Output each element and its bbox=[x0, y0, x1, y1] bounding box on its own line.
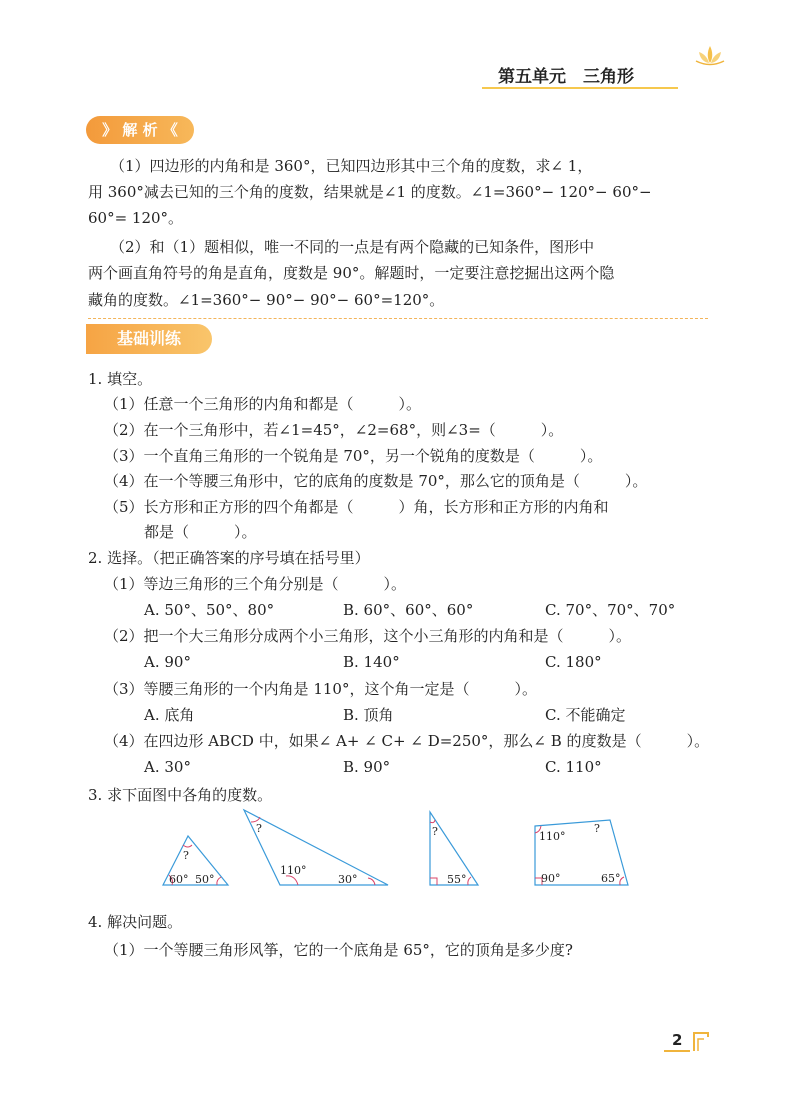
question-3-heading: 3. 求下面图中各角的度数。 bbox=[88, 786, 273, 804]
fig3-right-angle: 55° bbox=[447, 873, 467, 886]
option-c: C. 不能确定 bbox=[545, 706, 626, 724]
analysis-tag: 》 解 析 《 bbox=[86, 116, 194, 144]
triangle-figure-3 bbox=[430, 812, 478, 886]
fig2-left-angle: 110° bbox=[280, 864, 307, 877]
question-item: （2）把一个大三角形分成两个小三角形，这个小三角形的内角和是（ ）。 bbox=[104, 627, 632, 645]
fig2-top-angle: ? bbox=[256, 822, 262, 835]
page-corner-icon bbox=[664, 1030, 710, 1052]
fig4-tl-angle: 110° bbox=[539, 830, 566, 843]
option-c: C. 110° bbox=[545, 758, 602, 776]
option-b: B. 90° bbox=[343, 758, 391, 776]
question-item: （2）在一个三角形中，若∠1=45°，∠2=68°，则∠3=（ ）。 bbox=[104, 421, 564, 439]
question-4-heading: 4. 解决问题。 bbox=[88, 913, 183, 931]
option-b: B. 140° bbox=[343, 653, 400, 671]
question-item: （1）等边三角形的三个角分别是（ ）。 bbox=[104, 575, 407, 593]
question-item: （1）一个等腰三角形风筝，它的一个底角是 65°，它的顶角是多少度? bbox=[104, 941, 573, 959]
page-number: 2 bbox=[672, 1031, 683, 1049]
header-underline bbox=[482, 87, 678, 89]
fig2-right-angle: 30° bbox=[338, 873, 358, 886]
question-item: （1）任意一个三角形的内角和都是（ ）。 bbox=[104, 395, 422, 413]
fig1-top-angle: ? bbox=[183, 849, 189, 862]
option-b: B. 顶角 bbox=[343, 706, 394, 724]
lotus-icon bbox=[692, 44, 728, 66]
option-c: C. 180° bbox=[545, 653, 602, 671]
basic-training-tag: 基础训练 bbox=[86, 324, 212, 354]
analysis-line: 用 360°减去已知的三个角的度数，结果就是∠1 的度数。∠1=360°− 120°− 60°− bbox=[88, 183, 652, 201]
fig3-top-angle: ? bbox=[432, 825, 438, 838]
analysis-line: （1）四边形的内角和是 360°，已知四边形其中三个角的度数，求∠ 1， bbox=[110, 157, 593, 175]
analysis-line: 两个画直角符号的角是直角，度数是 90°。解题时，一定要注意挖掘出这两个隐 bbox=[88, 264, 615, 282]
question-item: （3）一个直角三角形的一个锐角是 70°，另一个锐角的度数是（ ）。 bbox=[104, 447, 603, 465]
fig4-tr-angle: ? bbox=[594, 822, 600, 835]
angle-figures bbox=[150, 800, 650, 895]
fig4-br-angle: 65° bbox=[601, 872, 621, 885]
question-item: 都是（ ）。 bbox=[144, 523, 257, 541]
question-item: （5）长方形和正方形的四个角都是（ ）角，长方形和正方形的内角和 bbox=[104, 498, 609, 516]
fig4-bl-angle: 90° bbox=[541, 872, 561, 885]
unit-title: 第五单元 三角形 bbox=[498, 67, 634, 87]
fig1-right-angle: 50° bbox=[195, 873, 215, 886]
question-item: （4）在四边形 ABCD 中，如果∠ A+ ∠ C+ ∠ D=250°，那么∠ B 的度数是（ ）。 bbox=[104, 732, 710, 750]
option-b: B. 60°、60°、60° bbox=[343, 601, 474, 619]
analysis-line: （2）和（1）题相似，唯一不同的一点是有两个隐藏的已知条件，图形中 bbox=[110, 238, 595, 256]
page-number-box bbox=[664, 1030, 710, 1052]
question-1-heading: 1. 填空。 bbox=[88, 370, 153, 388]
option-c: C. 70°、70°、70° bbox=[545, 601, 676, 619]
question-2-heading: 2. 选择。（把正确答案的序号填在括号里） bbox=[88, 549, 370, 567]
option-a: A. 30° bbox=[144, 758, 191, 776]
fig1-left-angle: 60° bbox=[169, 873, 189, 886]
question-item: （3）等腰三角形的一个内角是 110°，这个角一定是（ ）。 bbox=[104, 680, 537, 698]
triangle-figure-1 bbox=[163, 836, 228, 886]
analysis-line: 60°= 120°。 bbox=[88, 209, 184, 227]
triangle-figure-2 bbox=[244, 810, 388, 886]
option-a: A. 90° bbox=[144, 653, 191, 671]
option-a: A. 底角 bbox=[144, 706, 195, 724]
section-divider bbox=[88, 318, 708, 319]
question-item: （4）在一个等腰三角形中，它的底角的度数是 70°，那么它的顶角是（ ）。 bbox=[104, 472, 648, 490]
option-a: A. 50°、50°、80° bbox=[144, 601, 275, 619]
analysis-line: 藏角的度数。∠1=360°− 90°− 90°− 60°=120°。 bbox=[88, 291, 445, 309]
quadrilateral-figure-4 bbox=[535, 820, 628, 885]
